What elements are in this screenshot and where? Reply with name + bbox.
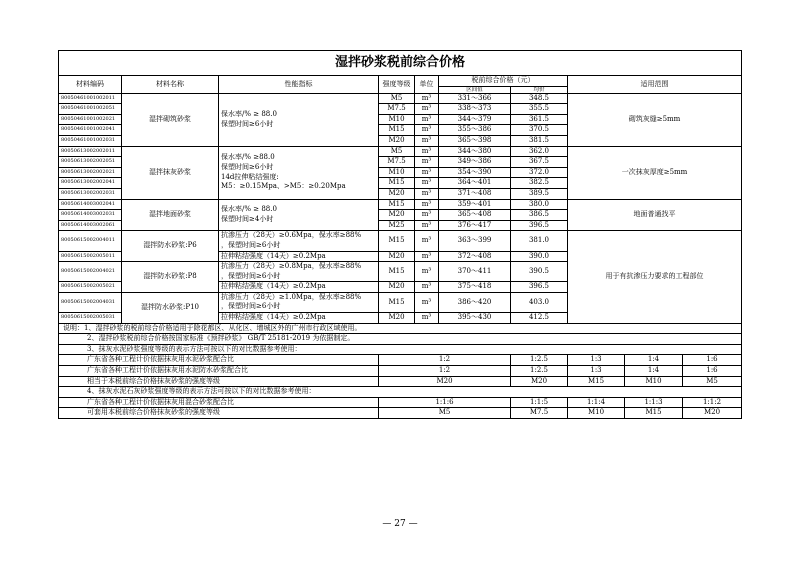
strength-grade: M5 xyxy=(379,146,415,157)
unit: m³ xyxy=(415,262,439,282)
header-name: 材料名称 xyxy=(122,76,219,94)
note-text: 2、湿拌砂浆税前综合价格按国家标准《预拌砂浆》 GB/T 25181-2019 为依据制定。 xyxy=(59,334,742,345)
performance-line: 拉伸粘结强度（14天）≥0.2Mpa xyxy=(221,313,326,322)
price-range: 364～401 xyxy=(439,178,511,189)
strength-grade: M15 xyxy=(379,292,415,312)
price-avg: 370.5 xyxy=(511,125,568,136)
performance-line: 保塑时间≥6小时 xyxy=(221,119,274,128)
performance-line: 拉伸粘结强度（14天）≥0.2Mpa xyxy=(221,282,326,291)
price-avg: 381.5 xyxy=(511,135,568,146)
table-row xyxy=(59,387,742,398)
strength-grade: M15 xyxy=(379,262,415,282)
performance-spec xyxy=(219,146,379,199)
strength-grade: M20 xyxy=(379,251,415,262)
note-text: 4、抹灰水泥石灰砂浆强度等级的表示方法可按以下的对比数据参考使用： xyxy=(59,387,742,398)
unit: m³ xyxy=(415,114,439,125)
table-row xyxy=(59,93,742,104)
material-code: 80050461001002011 xyxy=(59,93,122,104)
material-code: 80050613002002041 xyxy=(59,178,122,189)
performance-line: 抗渗压力（28天）≥0.8Mpa，保水率≥88% xyxy=(221,262,362,271)
material-code: 80050615002005031 xyxy=(59,313,122,324)
material-code: 80050613002002051 xyxy=(59,157,122,168)
strength-grade: M10 xyxy=(379,114,415,125)
price-avg: 361.5 xyxy=(511,114,568,125)
performance-line: ，保塑时间≥6小时 xyxy=(221,271,281,280)
price-range: 376～417 xyxy=(439,220,511,231)
price-range: 359～401 xyxy=(439,199,511,210)
price-range: 370～411 xyxy=(439,262,511,282)
price-avg: 412.5 xyxy=(511,313,568,324)
table-row xyxy=(59,334,742,345)
price-range: 372～408 xyxy=(439,251,511,262)
header-unit: 单位 xyxy=(415,76,439,94)
table-row xyxy=(59,344,742,355)
performance-line: ，保塑时间≥6小时 xyxy=(221,240,281,249)
comparison-value: 1:2.5 xyxy=(511,355,568,366)
price-range: 355～386 xyxy=(439,125,511,136)
comparison-value: M20 xyxy=(683,408,742,419)
comparison-value: 1:1:3 xyxy=(625,397,683,408)
price-range: 365～398 xyxy=(439,135,511,146)
comparison-value: 1:1:6 xyxy=(379,397,511,408)
price-range: 365～408 xyxy=(439,210,511,221)
material-code: 80050614003002031 xyxy=(59,210,122,221)
performance-spec xyxy=(219,313,379,324)
header-price: 税前综合价格（元） xyxy=(439,76,568,87)
price-avg: 403.0 xyxy=(511,292,568,312)
performance-line: 拉伸粘结强度（14天）≥0.2Mpa xyxy=(221,251,326,260)
material-name: 湿拌抹灰砂浆 xyxy=(122,146,219,199)
price-avg: 396.5 xyxy=(511,282,568,293)
usage-scope: 用于有抗渗压力要求的工程部位 xyxy=(568,231,742,323)
table-row xyxy=(59,231,742,251)
unit: m³ xyxy=(415,292,439,312)
material-code: 80050461001002041 xyxy=(59,125,122,136)
comparison-value: 1:1:4 xyxy=(568,397,625,408)
comparison-value: 1:1:2 xyxy=(683,397,742,408)
price-avg: 389.5 xyxy=(511,188,568,199)
price-avg: 390.5 xyxy=(511,262,568,282)
comparison-value: 1:6 xyxy=(683,355,742,366)
strength-grade: M20 xyxy=(379,188,415,199)
price-avg: 396.5 xyxy=(511,220,568,231)
performance-spec xyxy=(219,93,379,146)
table-row xyxy=(59,199,742,210)
price-avg: 372.0 xyxy=(511,167,568,178)
table-row xyxy=(59,408,742,419)
table-row xyxy=(59,355,742,366)
table-row xyxy=(59,76,742,87)
price-avg: 382.5 xyxy=(511,178,568,189)
note-text: 说明：1、湿拌砂浆的税前综合价格适用于除花都区、从化区、增城区外的广州市行政区域使用。 xyxy=(59,323,742,334)
comparison-label: 广东省各种工程计价依据抹灰用水泥防水砂浆配合比 xyxy=(59,366,379,377)
performance-spec xyxy=(219,282,379,293)
performance-spec xyxy=(219,231,379,251)
unit: m³ xyxy=(415,178,439,189)
performance-line: 保水率/% ≥ 88.0 xyxy=(221,205,277,214)
performance-spec xyxy=(219,262,379,282)
performance-line: 抗渗压力（28天）≥1.0Mpa，保水率≥88% xyxy=(221,292,362,301)
comparison-value: M15 xyxy=(568,376,625,387)
header-avg: 均价 xyxy=(511,86,568,93)
price-avg: 381.0 xyxy=(511,231,568,251)
performance-line: M5：≥0.15Mpa、>M5：≥0.20Mpa xyxy=(221,182,346,191)
performance-line: 保水率/% ≥ 88.0 xyxy=(221,109,277,118)
strength-grade: M15 xyxy=(379,199,415,210)
material-name: 湿拌地面砂浆 xyxy=(122,199,219,231)
note-text: 3、抹灰水泥砂浆强度等级的表示方法可按以下的对比数据参考使用： xyxy=(59,344,742,355)
price-range: 349～386 xyxy=(439,157,511,168)
strength-grade: M20 xyxy=(379,313,415,324)
usage-scope: 一次抹灰厚度≥5mm xyxy=(568,146,742,199)
table-row xyxy=(59,397,742,408)
material-code: 80050461001002021 xyxy=(59,114,122,125)
comparison-value: M20 xyxy=(379,376,511,387)
price-range: 344～379 xyxy=(439,114,511,125)
material-code: 80050615002004011 xyxy=(59,231,122,251)
unit: m³ xyxy=(415,251,439,262)
price-range: 344～380 xyxy=(439,146,511,157)
comparison-value: 1:4 xyxy=(625,366,683,377)
strength-grade: M5 xyxy=(379,93,415,104)
comparison-value: 1:4 xyxy=(625,355,683,366)
performance-line: 14d拉伸粘结强度: xyxy=(221,172,279,181)
unit: m³ xyxy=(415,188,439,199)
material-code: 80050614003002061 xyxy=(59,220,122,231)
unit: m³ xyxy=(415,104,439,115)
material-code: 80050615002004031 xyxy=(59,292,122,312)
comparison-value: 1:3 xyxy=(568,366,625,377)
unit: m³ xyxy=(415,199,439,210)
material-code: 80050614003002041 xyxy=(59,199,122,210)
price-table xyxy=(58,50,742,419)
strength-grade: M15 xyxy=(379,125,415,136)
price-range: 375～418 xyxy=(439,282,511,293)
comparison-value: M15 xyxy=(625,408,683,419)
strength-grade: M20 xyxy=(379,282,415,293)
unit: m³ xyxy=(415,167,439,178)
price-range: 354～390 xyxy=(439,167,511,178)
performance-line: 保水率/% ≥88.0 xyxy=(221,153,275,162)
performance-spec xyxy=(219,199,379,231)
performance-spec xyxy=(219,251,379,262)
material-code: 80050613002002011 xyxy=(59,146,122,157)
comparison-value: 1:3 xyxy=(568,355,625,366)
unit: m³ xyxy=(415,157,439,168)
comparison-label: 广东省各种工程计价依据抹灰用水泥砂浆配合比 xyxy=(59,355,379,366)
price-avg: 362.0 xyxy=(511,146,568,157)
unit: m³ xyxy=(415,282,439,293)
price-range: 338～373 xyxy=(439,104,511,115)
price-range: 371～408 xyxy=(439,188,511,199)
usage-scope: 地面普通找平 xyxy=(568,199,742,231)
table-row xyxy=(59,376,742,387)
material-code: 80050461001002051 xyxy=(59,104,122,115)
table-row xyxy=(59,51,742,76)
strength-grade: M20 xyxy=(379,210,415,221)
unit: m³ xyxy=(415,93,439,104)
comparison-value: M10 xyxy=(625,376,683,387)
material-code: 80050461001002031 xyxy=(59,135,122,146)
page-title: 湿拌砂浆税前综合价格 xyxy=(59,51,742,76)
performance-line: 保塑时间≥6小时 xyxy=(221,162,274,171)
header-code: 材料编码 xyxy=(59,76,122,94)
comparison-value: 1:2.5 xyxy=(511,366,568,377)
unit: m³ xyxy=(415,210,439,221)
unit: m³ xyxy=(415,146,439,157)
comparison-value: M20 xyxy=(511,376,568,387)
comparison-value: 1:6 xyxy=(683,366,742,377)
strength-grade: M20 xyxy=(379,135,415,146)
comparison-label: 相当于本税前综合价格抹灰砂浆的强度等级 xyxy=(59,376,379,387)
header-scope: 适用范围 xyxy=(568,76,742,94)
comparison-label: 可套用本税前综合价格抹灰砂浆的强度等级 xyxy=(59,408,379,419)
performance-line: 保塑时间≥4小时 xyxy=(221,214,274,223)
performance-line: 抗渗压力（28天）≥0.6Mpa，保水率≥88% xyxy=(221,231,362,240)
comparison-label: 广东省各种工程计价依据抹灰用混合砂浆配合比 xyxy=(59,397,379,408)
price-avg: 355.5 xyxy=(511,104,568,115)
table-row xyxy=(59,146,742,157)
material-code: 80050613002002021 xyxy=(59,167,122,178)
price-sheet xyxy=(58,50,741,419)
strength-grade: M15 xyxy=(379,231,415,251)
table-row xyxy=(59,323,742,334)
unit: m³ xyxy=(415,220,439,231)
price-avg: 386.5 xyxy=(511,210,568,221)
price-avg: 367.5 xyxy=(511,157,568,168)
price-range: 331～366 xyxy=(439,93,511,104)
price-avg: 380.0 xyxy=(511,199,568,210)
performance-line: ，保塑时间≥6小时 xyxy=(221,302,281,311)
material-name: 湿拌防水砂浆:P10 xyxy=(122,292,219,323)
header-grade: 强度等级 xyxy=(379,76,415,94)
comparison-value: M5 xyxy=(683,376,742,387)
material-name: 湿拌防水砂浆:P6 xyxy=(122,231,219,262)
header-perf: 性能指标 xyxy=(219,76,379,94)
table-row xyxy=(59,366,742,377)
comparison-value: 1:1:5 xyxy=(511,397,568,408)
material-code: 80050615002005021 xyxy=(59,282,122,293)
strength-grade: M15 xyxy=(379,178,415,189)
strength-grade: M7.5 xyxy=(379,157,415,168)
comparison-value: M10 xyxy=(568,408,625,419)
strength-grade: M10 xyxy=(379,167,415,178)
material-code: 80050615002004021 xyxy=(59,262,122,282)
material-code: 80050615002005011 xyxy=(59,251,122,262)
page-number: — 27 — xyxy=(382,519,418,529)
header-range: 区间值 xyxy=(439,86,511,93)
comparison-value: 1:2 xyxy=(379,366,511,377)
performance-spec xyxy=(219,292,379,312)
usage-scope: 砌筑灰缝≥5mm xyxy=(568,93,742,146)
price-range: 363～399 xyxy=(439,231,511,251)
price-avg: 348.5 xyxy=(511,93,568,104)
price-range: 395～430 xyxy=(439,313,511,324)
comparison-value: M7.5 xyxy=(511,408,568,419)
unit: m³ xyxy=(415,135,439,146)
unit: m³ xyxy=(415,231,439,251)
material-name: 湿拌防水砂浆:P8 xyxy=(122,262,219,293)
comparison-value: 1:2 xyxy=(379,355,511,366)
material-code: 80050613002002031 xyxy=(59,188,122,199)
material-name: 湿拌砌筑砂浆 xyxy=(122,93,219,146)
price-range: 386～420 xyxy=(439,292,511,312)
strength-grade: M7.5 xyxy=(379,104,415,115)
price-avg: 390.0 xyxy=(511,251,568,262)
unit: m³ xyxy=(415,125,439,136)
unit: m³ xyxy=(415,313,439,324)
comparison-value: M5 xyxy=(379,408,511,419)
strength-grade: M25 xyxy=(379,220,415,231)
